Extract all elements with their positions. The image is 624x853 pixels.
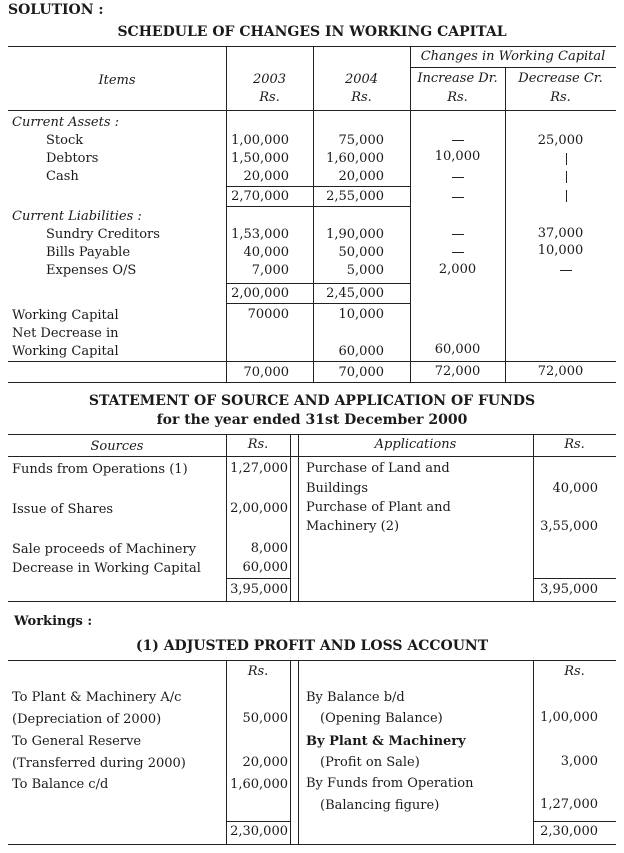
expenses-os-2004: 5,000 [346,263,384,278]
assets-total-decrease-dash [566,190,567,202]
sundry-creditors-2004: 1,90,000 [326,227,384,242]
stock-decrease: 25,000 [537,133,584,148]
app-land-buildings-label-2: Buildings [306,481,369,496]
source-sale-machinery-label: Sale proceeds of Machinery [12,542,197,557]
pl-balance-cd-label: To Balance c/d [12,777,109,792]
source-issue-of-shares-label: Issue of Shares [12,502,114,517]
working-capital-2004: 10,000 [338,307,384,322]
net-decrease-increase: 60,000 [434,342,481,357]
assets-total-2003: 2,70,000 [231,189,289,204]
bills-payable-label: Bills Payable [46,245,131,260]
wc-header-items: Items [98,73,136,88]
funds-title: STATEMENT OF SOURCE AND APPLICATION OF FUNDS [88,393,536,409]
source-decrease-wc-label: Decrease in Working Capital [12,561,201,576]
stock-2004: 75,000 [338,133,384,148]
net-decrease-label-2: Working Capital [12,344,119,359]
assets-total-2004: 2,55,000 [326,189,384,204]
pl-funds-operation-label-1: By Funds from Operation [306,776,474,791]
workings-label: Workings : [14,614,93,629]
grand-total-decrease: 72,000 [537,364,584,379]
pl-general-reserve-label-1: To General Reserve [12,734,142,749]
pl-balance-bd-label-1: By Balance b/d [306,690,405,705]
app-plant-machinery-amount: 3,55,000 [540,519,598,534]
stock-increase-dash [452,140,464,141]
pl-credit-total: 2,30,000 [540,824,598,839]
pl-credit-rs-header: Rs. [564,664,585,679]
pl-general-reserve-amount: 20,000 [242,755,288,770]
wc-header-decrease-rs: Rs. [550,90,571,105]
debtors-2003: 1,50,000 [231,151,289,166]
wc-header-decrease: Decrease Cr. [518,71,603,86]
pl-balance-bd-amount: 1,00,000 [540,710,598,725]
liab-total-2003: 2,00,000 [231,286,289,301]
debtors-increase: 10,000 [434,149,481,164]
pl-general-reserve-label-2: (Transferred during 2000) [12,756,186,771]
app-land-buildings-label-1: Purchase of Land and [306,461,450,476]
pl-plant-machinery-amount: 50,000 [242,711,288,726]
pl-funds-operation-amount: 1,27,000 [540,797,598,812]
cash-2003: 20,000 [243,169,289,184]
pl-balance-bd-label-2: (Opening Balance) [320,711,443,726]
sources-header: Sources [90,439,144,454]
app-plant-machinery-label-2: Machinery (2) [306,519,400,534]
sundry-creditors-decrease: 37,000 [537,226,584,241]
sources-rs-header: Rs. [247,437,269,452]
expenses-os-label: Expenses O/S [46,263,137,278]
bills-payable-2003: 40,000 [243,245,289,260]
applications-rs-header: Rs. [564,437,585,452]
pl-debit-total: 2,30,000 [230,824,288,839]
pl-funds-operation-label-2: (Balancing figure) [320,798,440,813]
pl-balance-cd-amount: 1,60,000 [230,777,288,792]
applications-total: 3,95,000 [540,582,598,597]
grand-total-increase: 72,000 [434,364,481,379]
pl-plant-profit-label-1: By Plant & Machinery [306,734,466,749]
sources-total: 3,95,000 [230,582,288,597]
pl-plant-profit-amount: 3,000 [560,754,598,769]
liab-total-2004: 2,45,000 [326,286,384,301]
assets-total-increase-dash [452,197,464,198]
debtors-decrease-dash [566,153,567,165]
wc-header-increase-rs: Rs. [447,90,468,105]
wc-header-2003: 2003 [252,72,287,87]
source-sale-machinery-amount: 8,000 [250,541,288,556]
wc-title: SCHEDULE OF CHANGES IN WORKING CAPITAL [117,24,507,40]
sundry-creditors-label: Sundry Creditors [46,227,160,242]
current-assets-label: Current Assets : [12,115,120,130]
pl-plant-machinery-label-2: (Depreciation of 2000) [12,712,162,727]
expenses-os-2003: 7,000 [251,263,289,278]
debtors-2004: 1,60,000 [326,151,384,166]
cash-label: Cash [46,169,79,184]
debtors-label: Debtors [46,151,99,166]
pl-plant-machinery-label-1: To Plant & Machinery A/c [12,690,182,705]
bills-payable-decrease: 10,000 [537,243,584,258]
working-capital-label: Working Capital [12,308,119,323]
expenses-decrease-dash [560,270,572,271]
net-decrease-label-1: Net Decrease in [12,326,119,341]
pl-plant-profit-label-2: (Profit on Sale) [320,755,420,770]
source-decrease-wc-amount: 60,000 [242,560,288,575]
wc-header-2004: 2004 [344,72,379,87]
app-land-buildings-amount: 40,000 [552,481,598,496]
current-liabilities-label: Current Liabilities : [12,209,142,224]
sundry-creditors-2003: 1,53,000 [231,227,289,242]
pl-title: (1) ADJUSTED PROFIT AND LOSS ACCOUNT [135,638,489,654]
cash-increase-dash [452,177,464,178]
grand-total-2003: 70,000 [243,365,289,380]
app-plant-machinery-label-1: Purchase of Plant and [306,500,451,515]
cash-2004: 20,000 [338,169,384,184]
wc-header-2004-rs: Rs. [351,90,372,105]
working-capital-2003: 70000 [247,307,289,322]
pl-debit-rs-header: Rs. [247,664,269,679]
bills-increase-dash [452,252,464,253]
stock-label: Stock [46,133,84,148]
cash-decrease-dash [566,171,567,183]
wc-header-increase: Increase Dr. [417,71,498,86]
wc-header-2003-rs: Rs. [259,90,280,105]
grand-total-2004: 70,000 [338,365,384,380]
wc-header-changes: Changes in Working Capital [420,49,606,64]
sundry-increase-dash [452,234,464,235]
expenses-os-increase: 2,000 [438,262,477,277]
source-issue-of-shares-amount: 2,00,000 [230,501,288,516]
solution-label: SOLUTION : [8,2,104,18]
source-funds-from-operations-amount: 1,27,000 [230,461,288,476]
applications-header: Applications [374,437,457,452]
funds-subtitle: for the year ended 31st December 2000 [156,412,468,428]
net-decrease-2004: 60,000 [338,344,384,359]
stock-2003: 1,00,000 [231,133,289,148]
bills-payable-2004: 50,000 [338,245,384,260]
source-funds-from-operations-label: Funds from Operations (1) [12,462,188,477]
